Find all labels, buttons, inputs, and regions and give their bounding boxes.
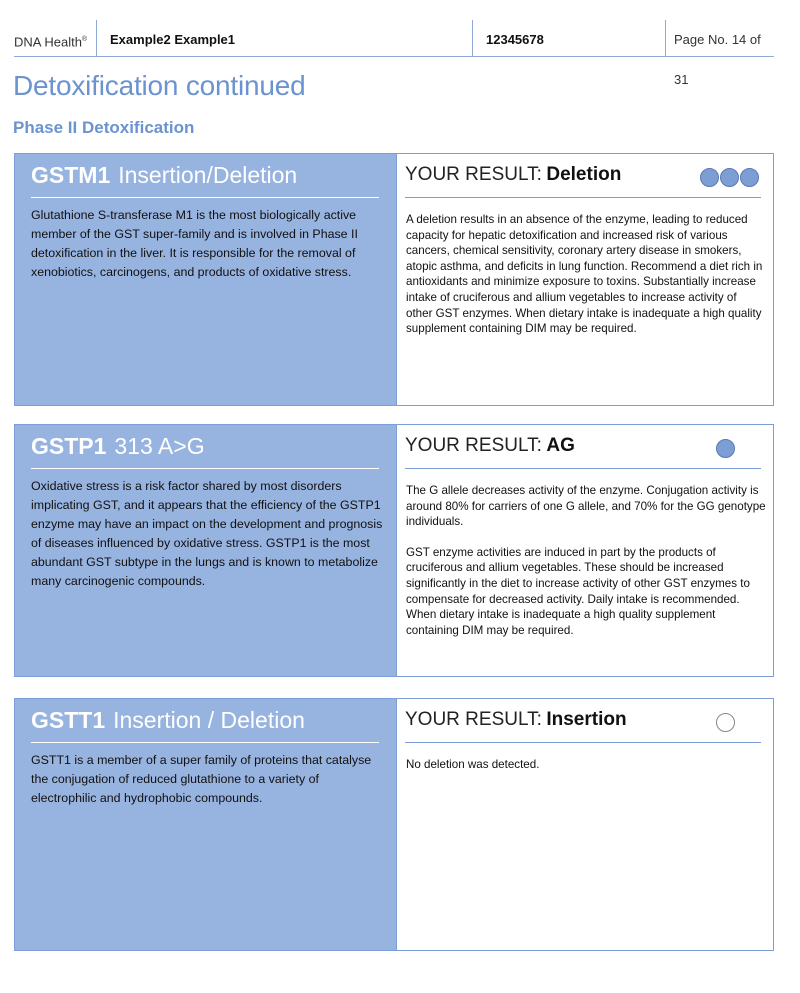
gene-variant: Insertion / Deletion — [113, 707, 305, 733]
result-label: YOUR RESULT: — [405, 164, 542, 185]
gene-name: GSTT1 — [31, 707, 106, 733]
impact-dot-filled — [700, 168, 719, 187]
result-paragraph: No deletion was detected. — [406, 758, 540, 771]
gene-variant: 313 A>G — [114, 433, 205, 459]
header-divider — [96, 20, 97, 56]
result-paragraph: GST enzyme activities are induced in part by the products of cruciferous and allium vegetables. These should be increased significantly in the diet to increase activity of other GST enzymes to compensate for decreased activity. Daily intake is recommended. When dietary intake is inadequate a high quality supplement containing DIM may be required. — [406, 545, 750, 637]
page-title: Detoxification continued — [13, 70, 306, 101]
gene-description: Oxidative stress is a risk factor shared by most disorders implicating GST, and it appears that the efficiency of the GSTP1 enzyme may have an impact on the development and prognosis of diseases influenced by oxidative stress. GSTP1 is the most abundant GST subtype in the lungs and is known to metabolize many carcinogenic compounds. — [31, 479, 383, 588]
gene-description: Glutathione S-transferase M1 is the most biologically active member of the GST super-family and is involved in Phase II detoxification in the liver. It is responsible for the removal of xenobiotics, carcinogens, and products of oxidative stress. — [31, 208, 358, 279]
brand-name: DNA Health® — [14, 34, 88, 50]
page-subtitle: Phase II Detoxification — [13, 118, 195, 137]
result-paragraph: The G allele decreases activity of the enzyme. Conjugation activity is around 80% for carriers of one G allele, and 70% for the GG genotype individuals. — [406, 484, 766, 529]
result-value: AG — [546, 435, 575, 456]
result-description — [406, 212, 766, 337]
result-label: YOUR RESULT: — [405, 709, 542, 730]
gene-name: GSTP1 — [31, 433, 107, 459]
result-section — [397, 699, 773, 950]
gene-heading — [31, 433, 379, 469]
page-number: Page No. 14 of 31 — [674, 32, 761, 87]
result-description — [406, 757, 766, 773]
result-heading — [405, 435, 761, 469]
impact-indicator — [716, 713, 735, 733]
gene-info — [15, 425, 397, 676]
gene-heading — [31, 162, 379, 198]
result-description — [406, 483, 766, 638]
patient-name: Example2 Example1 — [110, 32, 236, 47]
result-value: Deletion — [546, 164, 622, 185]
impact-dot-filled — [716, 439, 735, 458]
gene-variant: Insertion/Deletion — [118, 162, 298, 188]
gene-heading — [31, 707, 379, 743]
impact-dot-empty — [716, 713, 735, 732]
impact-indicator — [716, 439, 735, 459]
id-number: 12345678 — [486, 32, 544, 47]
gene-panel-gstt1 — [14, 698, 774, 951]
gene-name: GSTM1 — [31, 162, 111, 188]
gene-info — [15, 154, 397, 405]
result-section — [397, 154, 773, 405]
result-section — [397, 425, 773, 676]
result-value: Insertion — [546, 709, 627, 730]
result-paragraph: A deletion results in an absence of the enzyme, leading to reduced capacity for hepatic detoxification and increased risk of various cancers, chemical sensitivity, coronary artery disease in smokers, atopic asthma, and deficits in lung function. Recommend a diet rich in antioxidants and minimize exposure to toxins. Substantially increase intake of cruciferous and allium vegetables to increase activity of other GST enzymes. When dietary intake is inadequate a high quality supplement containing DIM may be required. — [406, 213, 763, 336]
impact-dot-filled — [720, 168, 739, 187]
result-label: YOUR RESULT: — [405, 435, 542, 456]
gene-panel-gstm1 — [14, 153, 774, 406]
impact-dot-filled — [740, 168, 759, 187]
result-heading — [405, 709, 761, 743]
header-divider — [665, 20, 666, 56]
gene-description: GSTT1 is a member of a super family of proteins that catalyse the conjugation of reduced glutathione to a variety of electrophilic and hydrophobic compounds. — [31, 753, 372, 805]
gene-panel-gstp1 — [14, 424, 774, 677]
impact-indicator — [700, 168, 759, 188]
header-divider — [472, 20, 473, 56]
gene-info — [15, 699, 397, 950]
